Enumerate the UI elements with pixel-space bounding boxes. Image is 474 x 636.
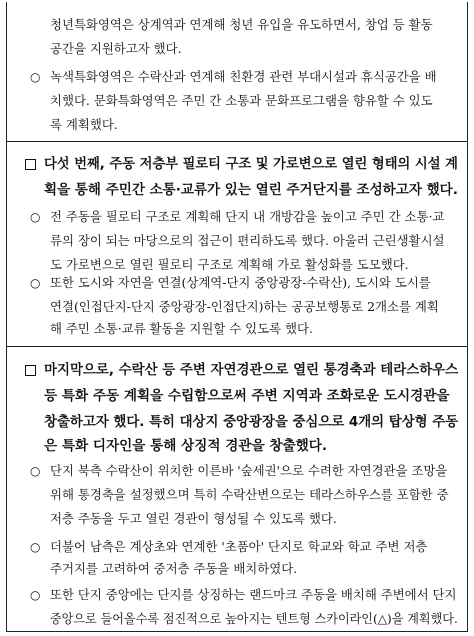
section-heading-line: 창출하고자 했다. 특히 대상지 중앙광장을 중심으로 4개의 탑상형 주동 bbox=[44, 414, 459, 430]
paragraph-line: 전 주동을 필로티 구조로 계획해 단지 내 개방감을 높이고 주민 간 소통·교 bbox=[50, 209, 445, 224]
paragraph-line: 녹색특화영역은 수락산과 연계해 친환경 관련 부대시설과 휴식공간을 배 bbox=[50, 69, 437, 84]
section-heading-line: 마지막으로, 수락산 등 주변 자연경관으로 열린 통경축과 테라스하우스 bbox=[44, 362, 459, 378]
section-heading-line: 다섯 번째, 주동 저층부 필로티 구조 및 가로변으로 열린 형태의 시설 계 bbox=[44, 156, 458, 172]
paragraph-line: 저층 주동을 두고 열린 경관이 형성될 수 있도록 했다. bbox=[50, 511, 337, 526]
bullet-circle-icon: ○ bbox=[30, 540, 41, 554]
paragraph-line: 치했다. 문화특화영역은 주민 간 소통과 문화프로그램을 향유할 수 있도 bbox=[50, 93, 433, 108]
paragraph-line: 또한 도시와 자연을 연결(상계역-단지 중앙광장-수락산), 도시와 도시를 bbox=[50, 275, 431, 290]
paragraph-line: 공간을 지원하고자 했다. bbox=[50, 41, 182, 56]
paragraph-line: 해 주민 소통·교류 활동을 지원할 수 있도록 했다. bbox=[50, 321, 313, 336]
bullet-circle-icon: ○ bbox=[30, 70, 41, 84]
paragraph-line: 위해 통경축을 설정했으며 특히 수락산변으로는 테라스하우스를 포함한 중 bbox=[50, 487, 449, 502]
paragraph-line: 연결(인접단지-단지 중앙광장-인접단지)하는 공공보행통로 2개소를 계획 bbox=[50, 299, 439, 314]
paragraph-line: 더불어 남측은 계상초와 연계한 '초품아' 단지로 학교와 학교 주변 저층 bbox=[50, 539, 428, 554]
section-heading-line: 은 특화 디자인을 통해 상징적 경관을 창출했다. bbox=[44, 438, 328, 454]
paragraph-line: 단지 북측 수락산이 위치한 이른바 '숲세권'으로 수려한 자연경관을 조망을 bbox=[50, 463, 448, 478]
checkbox-square-icon bbox=[25, 159, 36, 170]
paragraph-line: 청년특화영역은 상계역과 연계해 청년 유입을 유도하면서, 창업 등 활동 bbox=[50, 17, 433, 32]
bullet-circle-icon: ○ bbox=[30, 210, 41, 224]
checkbox-square-icon bbox=[25, 365, 36, 376]
paragraph-line: 류의 장이 되는 마당으로의 접근이 편리하도록 했다. 아울러 근린생활시설 bbox=[50, 233, 445, 248]
bullet-circle-icon: ○ bbox=[30, 588, 41, 602]
paragraph-line: 또한 단지 중앙에는 단지를 상징하는 랜드마크 주동을 배치해 주변에서 단지 bbox=[50, 587, 457, 602]
section-heading-line: 획을 통해 주민간 소통·교류가 있는 열린 주거단지를 조성하고자 했다. bbox=[44, 182, 458, 198]
paragraph-line: 주거지를 고려하여 중저층 주동을 배치하였다. bbox=[50, 561, 298, 576]
section-divider bbox=[6, 346, 468, 347]
bullet-circle-icon: ○ bbox=[30, 276, 41, 290]
section-heading-line: 등 특화 주동 계획을 수립함으로써 주변 지역과 조화로운 도시경관을 bbox=[44, 388, 450, 404]
paragraph-line: 중앙으로 들어올수록 점진적으로 높아지는 텐트형 스카이라인(△)을 계획했다. bbox=[50, 611, 458, 626]
paragraph-line: 도 가로변으로 열린 필로티 구조로 계획해 가로 활성화를 도모했다. bbox=[50, 257, 409, 272]
bullet-circle-icon: ○ bbox=[30, 464, 41, 478]
paragraph-line: 록 계획했다. bbox=[50, 117, 118, 132]
section-divider bbox=[6, 141, 468, 142]
